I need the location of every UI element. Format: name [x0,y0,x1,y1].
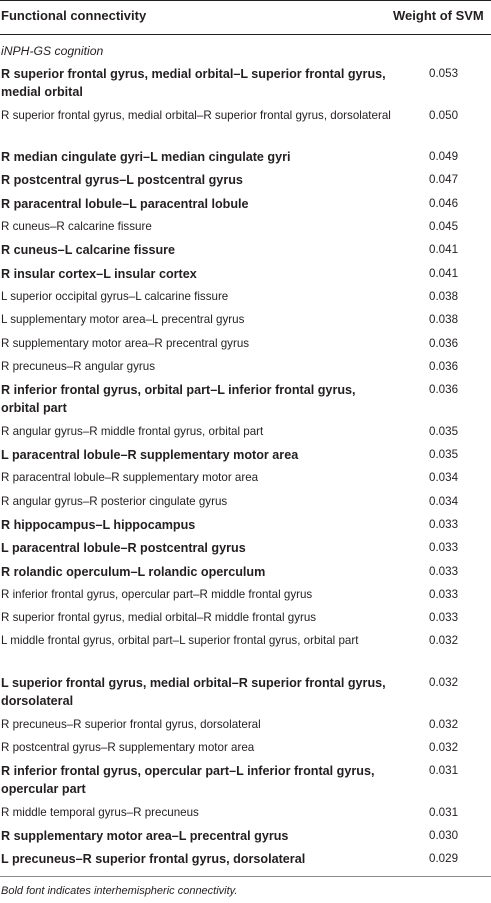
connectivity-cell: R angular gyrus–R middle frontal gyrus, orbital part [1,424,264,438]
table-row [0,358,491,381]
connectivity-table [0,65,491,874]
weight-cell: 0.049 [429,150,459,164]
table-row [0,423,491,446]
connectivity-cell: R precuneus–R superior frontal gyrus, dorsolateral [1,717,261,731]
weight-cell: 0.033 [429,541,459,555]
table-row [0,632,491,674]
table-row [0,265,491,288]
connectivity-cell: R inferior frontal gyrus, opercular part–R middle frontal gyrus [1,587,313,601]
connectivity-cell: L supplementary motor area–L precentral gyrus [1,313,245,327]
weight-cell: 0.029 [429,852,459,866]
section-label: iNPH-GS cognition [1,44,104,58]
weight-cell: 0.036 [429,383,459,397]
connectivity-cell: L superior frontal gyrus, medial orbital–R superior frontal gyrus, dorsolateral [1,676,386,709]
connectivity-cell: L paracentral lobule–R postcentral gyrus [1,541,246,556]
table-row [0,739,491,762]
table-row [0,850,491,873]
connectivity-cell: R rolandic operculum–L rolandic operculum [1,564,266,579]
weight-cell: 0.038 [429,289,459,303]
connectivity-cell: R insular cortex–L insular cortex [1,266,197,281]
weight-cell: 0.031 [429,805,459,819]
column-header-connectivity: Functional connectivity [1,8,147,23]
connectivity-cell: L superior occipital gyrus–L calcarine fissure [1,289,229,303]
table-row [0,827,491,850]
weight-cell: 0.036 [429,336,459,350]
table-row [0,563,491,586]
connectivity-cell: R superior frontal gyrus, medial orbital–L superior frontal gyrus, medial orbital [1,67,386,99]
weight-cell: 0.032 [429,676,459,690]
weight-cell: 0.033 [429,611,459,625]
connectivity-cell: R cuneus–R calcarine fissure [1,220,152,234]
table-row [0,335,491,358]
connectivity-cell: R superior frontal gyrus, medial orbital–R superior frontal gyrus, dorsolateral [1,108,391,122]
connectivity-cell: R middle temporal gyrus–R precuneus [1,805,199,819]
table-row [0,493,491,516]
table-body [0,65,491,874]
connectivity-cell: R supplementary motor area–R precentral gyrus [1,336,250,350]
connectivity-cell: R inferior frontal gyrus, orbital part–L inferior frontal gyrus, orbital part [1,383,356,416]
top-rule [0,0,491,1]
table-row [0,539,491,562]
table-row [0,762,491,804]
connectivity-cell: R paracentral lobule–R supplementary motor area [1,471,259,485]
weight-cell: 0.030 [429,829,459,843]
connectivity-cell: R inferior frontal gyrus, opercular part–L inferior frontal gyrus, opercular part [1,764,375,797]
weight-cell: 0.032 [429,740,459,754]
connectivity-cell: L middle frontal gyrus, orbital part–L superior frontal gyrus, orbital part [1,634,359,648]
weight-cell: 0.034 [429,471,459,485]
weight-cell: 0.035 [429,424,459,438]
connectivity-cell: R angular gyrus–R posterior cingulate gyrus [1,494,228,508]
weight-cell: 0.036 [429,359,459,373]
weight-cell: 0.041 [429,243,459,257]
weight-cell: 0.031 [429,764,459,778]
connectivity-cell: R precuneus–R angular gyrus [1,359,156,373]
table-row [0,381,491,423]
header-rule [0,34,491,35]
weight-cell: 0.033 [429,517,459,531]
bottom-rule [0,876,491,877]
table-row [0,195,491,218]
table-row [0,148,491,171]
table-row [0,311,491,334]
table-row [0,107,491,149]
weight-cell: 0.050 [429,108,459,122]
table-row [0,65,491,107]
column-header-weight: Weight of SVM [393,8,484,23]
connectivity-cell: L paracentral lobule–R supplementary motor area [1,448,299,463]
connectivity-cell: R median cingulate gyri–L median cingulate gyri [1,150,291,165]
weight-cell: 0.038 [429,313,459,327]
connectivity-cell: R cuneus–L calcarine fissure [1,243,176,258]
weight-cell: 0.045 [429,220,459,234]
connectivity-cell: R paracentral lobule–L paracentral lobule [1,196,249,211]
connectivity-cell: R postcentral gyrus–L postcentral gyrus [1,173,243,188]
table-row [0,716,491,739]
footnote: Bold font indicates interhemispheric connectivity. [1,885,238,897]
weight-cell: 0.041 [429,266,459,280]
table-row [0,241,491,264]
table-row [0,469,491,492]
table-row [0,446,491,469]
weight-cell: 0.035 [429,448,459,462]
table-row [0,804,491,827]
connectivity-cell: R postcentral gyrus–R supplementary motor area [1,740,255,754]
connectivity-cell: R superior frontal gyrus, medial orbital–R middle frontal gyrus [1,611,317,625]
weight-cell: 0.053 [429,67,459,80]
weight-cell: 0.032 [429,717,459,731]
table-row [0,218,491,241]
weight-cell: 0.034 [429,494,459,508]
table-row [0,586,491,609]
connectivity-cell: L precuneus–R superior frontal gyrus, dorsolateral [1,852,306,867]
weight-cell: 0.033 [429,587,459,601]
table-row [0,516,491,539]
connectivity-cell: R hippocampus–L hippocampus [1,517,196,532]
connectivity-cell: R supplementary motor area–L precentral gyrus [1,829,289,844]
table-row [0,171,491,194]
table-row [0,674,491,716]
table-row [0,609,491,632]
weight-cell: 0.033 [429,564,459,578]
weight-cell: 0.046 [429,196,459,210]
table-row [0,288,491,311]
weight-cell: 0.047 [429,173,459,187]
weight-cell: 0.032 [429,634,459,648]
